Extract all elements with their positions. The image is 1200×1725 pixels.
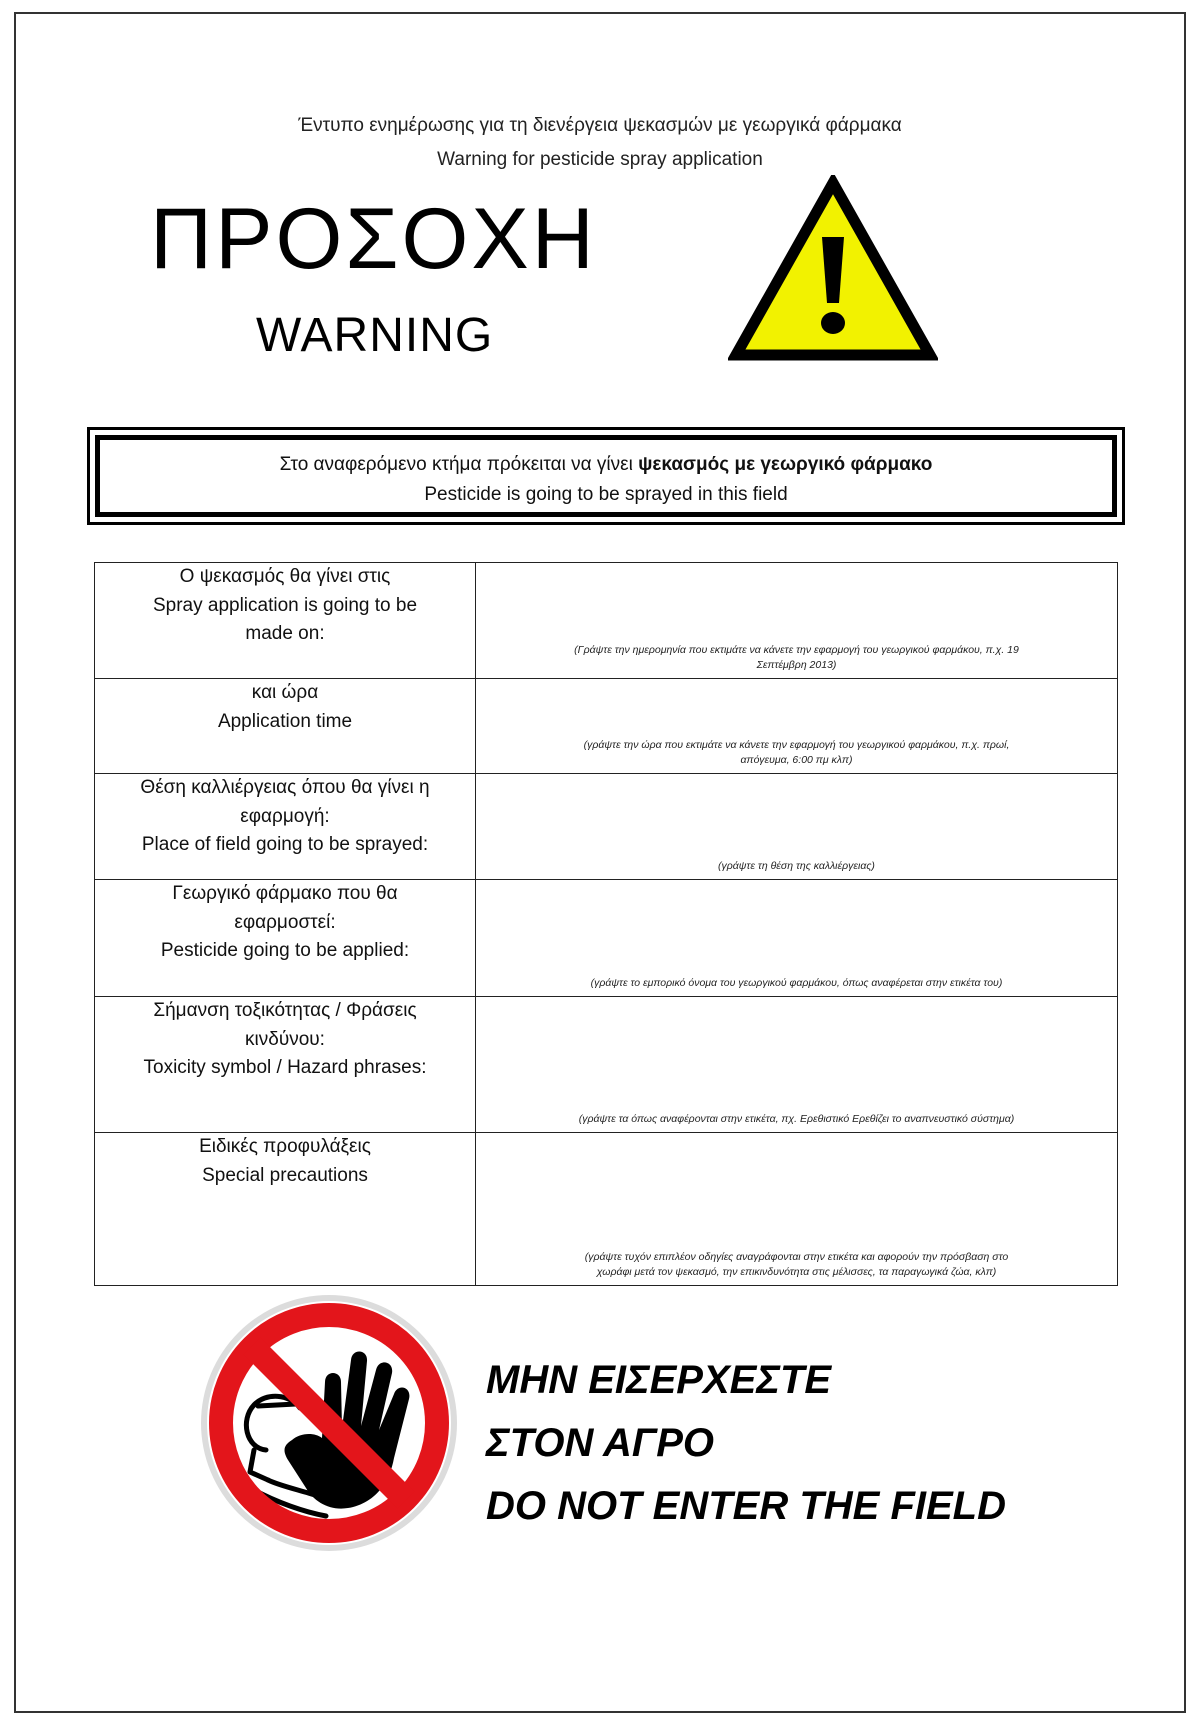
place-label <box>95 774 476 880</box>
subtitle-english: Warning for pesticide spray application <box>437 149 763 170</box>
notice-inner-frame <box>95 435 1117 517</box>
label-line: Θέση καλλιέργειας όπου θα γίνει η <box>140 777 430 798</box>
place-hint <box>484 859 1109 875</box>
date-hint <box>484 643 1109 675</box>
do-not-enter-greek-line2: ΣΤΟΝ ΑΓΡΟ <box>486 1421 715 1465</box>
title-greek: ΠΡΟΣΟΧΗ <box>150 191 597 287</box>
precautions-label <box>95 1133 476 1286</box>
title-english: WARNING <box>256 309 494 362</box>
table-row-place <box>95 774 1118 880</box>
hint-line: (γράψτε τυχόν επιπλέον οδηγίες αναγράφονται στην ετικέτα και αφορούν την πρόσβαση στο <box>584 1250 1009 1263</box>
time-label <box>95 679 476 774</box>
label-line: made on: <box>245 623 325 644</box>
notice-greek-bold: ψεκασμός με γεωργικό φάρμακο <box>638 454 933 475</box>
pesticide-label <box>95 880 476 997</box>
label-line: κινδύνου: <box>245 1028 325 1050</box>
label-line: Application time <box>217 710 353 732</box>
warning-triangle-icon <box>728 175 938 365</box>
label-line: και ώρα <box>251 682 319 703</box>
label-line: εφαρμογή: <box>240 805 330 827</box>
label-line: Ειδικές προφυλάξεις <box>199 1136 371 1157</box>
toxicity-field[interactable] <box>476 997 1118 1133</box>
label-line: Σήμανση τοξικότητας / Φράσεις <box>153 1000 417 1021</box>
subtitle-greek: Έντυπο ενημέρωσης για τη διενέργεια ψεκασμών με γεωργικά φάρμακα <box>298 115 902 136</box>
toxicity-hint <box>484 1112 1109 1128</box>
pesticide-field[interactable] <box>476 880 1118 997</box>
spray-info-table <box>94 562 1118 1286</box>
do-not-enter-english: DO NOT ENTER THE FIELD <box>486 1484 1006 1528</box>
toxicity-label <box>95 997 476 1133</box>
hint-line: (γράψτε το εμπορικό όνομα του γεωργικού φαρμάκου, όπως αναφέρεται στην ετικέτα του) <box>590 977 1003 990</box>
precautions-hint <box>484 1250 1109 1282</box>
table-row-pesticide <box>95 880 1118 997</box>
date-field[interactable] <box>476 563 1118 679</box>
precautions-field[interactable] <box>476 1133 1118 1286</box>
label-line: Place of field going to be sprayed: <box>141 834 429 855</box>
label-line: Pesticide going to be applied: <box>160 940 410 961</box>
table-row-precautions <box>95 1133 1118 1286</box>
hint-line: (γράψτε τα όπως αναφέρονται στην ετικέτα, πχ. Ερεθιστικό Ερεθίζει το αναπνευστικό σύστημα) <box>578 1113 1015 1126</box>
pesticide-hint <box>484 976 1109 992</box>
no-entry-hand-icon <box>196 1290 462 1556</box>
notice-greek <box>100 450 1112 480</box>
notice-greek-text: Στο αναφερόμενο κτήμα πρόκειται να γίνει <box>279 454 639 475</box>
time-field[interactable] <box>476 679 1118 774</box>
label-line: Γεωργικό φάρμακο που θα <box>172 883 398 904</box>
table-row-toxicity <box>95 997 1118 1133</box>
label-line: Special precautions <box>202 1164 368 1186</box>
table-row-date <box>95 563 1118 679</box>
label-line: Toxicity symbol / Hazard phrases: <box>143 1057 427 1078</box>
label-line: Spray application is going to be <box>152 594 418 616</box>
time-hint <box>484 738 1109 770</box>
do-not-enter-greek-line1: ΜΗΝ ΕΙΣΕΡΧΕΣΤΕ <box>486 1358 832 1402</box>
place-field[interactable] <box>476 774 1118 880</box>
notice-box <box>87 427 1125 525</box>
table-row-time <box>95 679 1118 774</box>
hint-line: (γράψτε τη θέση της καλλιέργειας) <box>718 860 875 873</box>
hint-line: Σεπτέμβρη 2013) <box>756 659 837 672</box>
hint-line: χωράφι μετά τον ψεκασμό, την επικινδυνότητα στις μέλισσες, τα παραγωγικά ζώα, κλπ) <box>596 1266 997 1279</box>
label-line: Ο ψεκασμός θα γίνει στις <box>179 566 391 587</box>
hint-line: (Γράψτε την ημερομηνία που εκτιμάτε να κάνετε την εφαρμογή του γεωργικού φαρμάκου, π.χ. 19 <box>574 643 1019 656</box>
date-label <box>95 563 476 679</box>
hint-line: (γράψτε την ώρα που εκτιμάτε να κάνετε την εφαρμογή του γεωργικού φαρμάκου, π.χ. πρωί, <box>583 738 1010 751</box>
notice-english: Pesticide is going to be sprayed in this field <box>424 484 788 506</box>
label-line: εφαρμοστεί: <box>234 911 336 933</box>
hint-line: απόγευμα, 6:00 πμ κλπ) <box>740 754 853 767</box>
